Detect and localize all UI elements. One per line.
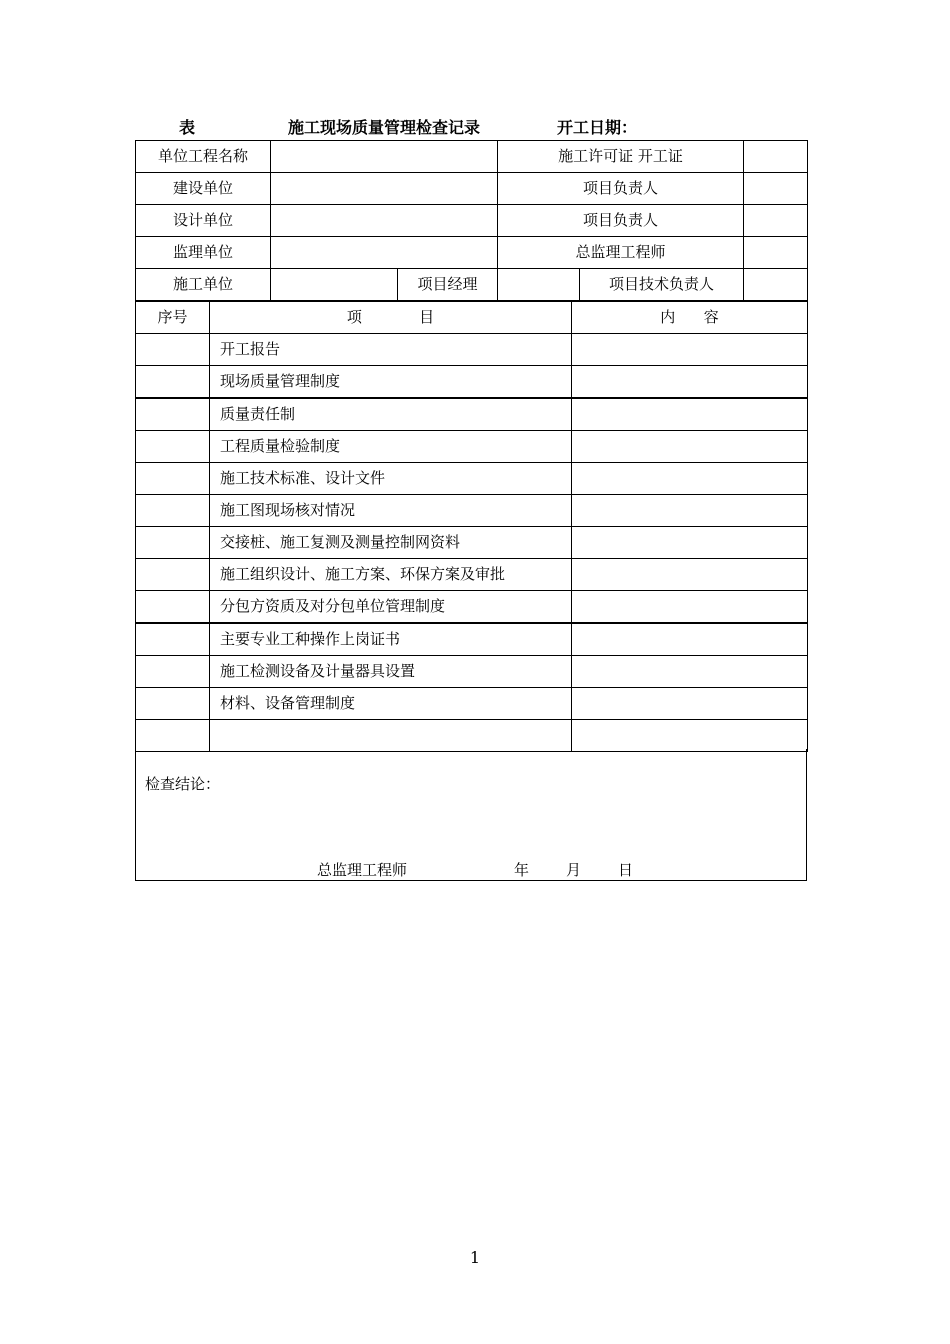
check-items-table [135, 301, 808, 752]
project-manager-field[interactable] [498, 269, 580, 301]
item-cell: 分包方资质及对分包单位管理制度 [210, 591, 572, 624]
construction-unit-field[interactable] [271, 173, 498, 205]
item-cell: 质量责任制 [210, 398, 572, 431]
seq-cell[interactable] [136, 463, 210, 495]
table-row [136, 656, 808, 688]
seq-cell[interactable] [136, 688, 210, 720]
year-label: 年 [514, 861, 530, 879]
seq-cell[interactable] [136, 720, 210, 752]
table-row [136, 334, 808, 366]
table-row [136, 591, 808, 624]
seq-cell[interactable] [136, 495, 210, 527]
permit-field[interactable] [744, 141, 808, 173]
content-cell[interactable] [572, 366, 808, 399]
design-leader-label: 项目负责人 [498, 205, 744, 237]
unit-project-name-label: 单位工程名称 [136, 141, 271, 173]
page-title: 施工现场质量管理检查记录 [288, 118, 481, 137]
item-cell: 施工组织设计、施工方案、环保方案及审批 [210, 559, 572, 591]
item-cell: 交接桩、施工复测及测量控制网资料 [210, 527, 572, 559]
item-cell: 材料、设备管理制度 [210, 688, 572, 720]
project-leader-field[interactable] [744, 173, 808, 205]
chief-supervisor-signature-label: 总监理工程师 [317, 861, 408, 879]
seq-cell[interactable] [136, 591, 210, 624]
seq-cell[interactable] [136, 334, 210, 366]
chief-supervisor-label: 总监理工程师 [498, 237, 744, 269]
item-cell: 工程质量检验制度 [210, 431, 572, 463]
unit-project-name-field[interactable] [271, 141, 498, 173]
conclusion-box[interactable] [135, 749, 807, 881]
content-cell[interactable] [572, 720, 808, 752]
item-header: 项 目 [210, 302, 572, 334]
title-row [0, 115, 950, 137]
design-leader-field[interactable] [744, 205, 808, 237]
content-cell[interactable] [572, 334, 808, 366]
design-unit-field[interactable] [271, 205, 498, 237]
content-cell[interactable] [572, 398, 808, 431]
month-label: 月 [566, 861, 582, 879]
design-unit-label: 设计单位 [136, 205, 271, 237]
content-cell[interactable] [572, 688, 808, 720]
contractor-unit-field[interactable] [271, 269, 398, 301]
technical-leader-label: 项目技术负责人 [580, 269, 744, 301]
item-cell: 开工报告 [210, 334, 572, 366]
content-cell[interactable] [572, 623, 808, 656]
seq-cell[interactable] [136, 398, 210, 431]
item-cell[interactable] [210, 720, 572, 752]
project-info-table [135, 140, 808, 301]
item-cell: 主要专业工种操作上岗证书 [210, 623, 572, 656]
contractor-unit-label: 施工单位 [136, 269, 271, 301]
content-header: 内 容 [572, 302, 808, 334]
table-row [136, 559, 808, 591]
page-number: 1 [469, 1248, 481, 1267]
conclusion-label: 检查结论： [145, 775, 221, 793]
item-cell: 现场质量管理制度 [210, 366, 572, 399]
seq-cell[interactable] [136, 559, 210, 591]
table-row [136, 463, 808, 495]
table-row [136, 688, 808, 720]
item-cell: 施工图现场核对情况 [210, 495, 572, 527]
seq-cell[interactable] [136, 431, 210, 463]
item-cell: 施工检测设备及计量器具设置 [210, 656, 572, 688]
content-cell[interactable] [572, 559, 808, 591]
day-label: 日 [618, 861, 634, 879]
seq-cell[interactable] [136, 656, 210, 688]
item-cell: 施工技术标准、设计文件 [210, 463, 572, 495]
content-cell[interactable] [572, 463, 808, 495]
content-cell[interactable] [572, 431, 808, 463]
technical-leader-field[interactable] [744, 269, 808, 301]
content-cell[interactable] [572, 527, 808, 559]
table-row [136, 366, 808, 399]
table-row [136, 398, 808, 431]
content-cell[interactable] [572, 591, 808, 624]
supervision-unit-field[interactable] [271, 237, 498, 269]
seq-cell[interactable] [136, 527, 210, 559]
table-row [136, 495, 808, 527]
project-manager-label: 项目经理 [398, 269, 498, 301]
content-cell[interactable] [572, 656, 808, 688]
supervision-unit-label: 监理单位 [136, 237, 271, 269]
start-date-label: 开工日期： [557, 118, 638, 137]
table-row [136, 720, 808, 752]
seq-cell[interactable] [136, 366, 210, 399]
table-label: 表 [179, 118, 196, 137]
permit-label: 施工许可证 开工证 [498, 141, 744, 173]
chief-supervisor-field[interactable] [744, 237, 808, 269]
project-leader-label: 项目负责人 [498, 173, 744, 205]
seq-cell[interactable] [136, 623, 210, 656]
seq-header: 序号 [136, 302, 210, 334]
table-row [136, 431, 808, 463]
table-row [136, 623, 808, 656]
content-cell[interactable] [572, 495, 808, 527]
construction-unit-label: 建设单位 [136, 173, 271, 205]
table-row [136, 527, 808, 559]
